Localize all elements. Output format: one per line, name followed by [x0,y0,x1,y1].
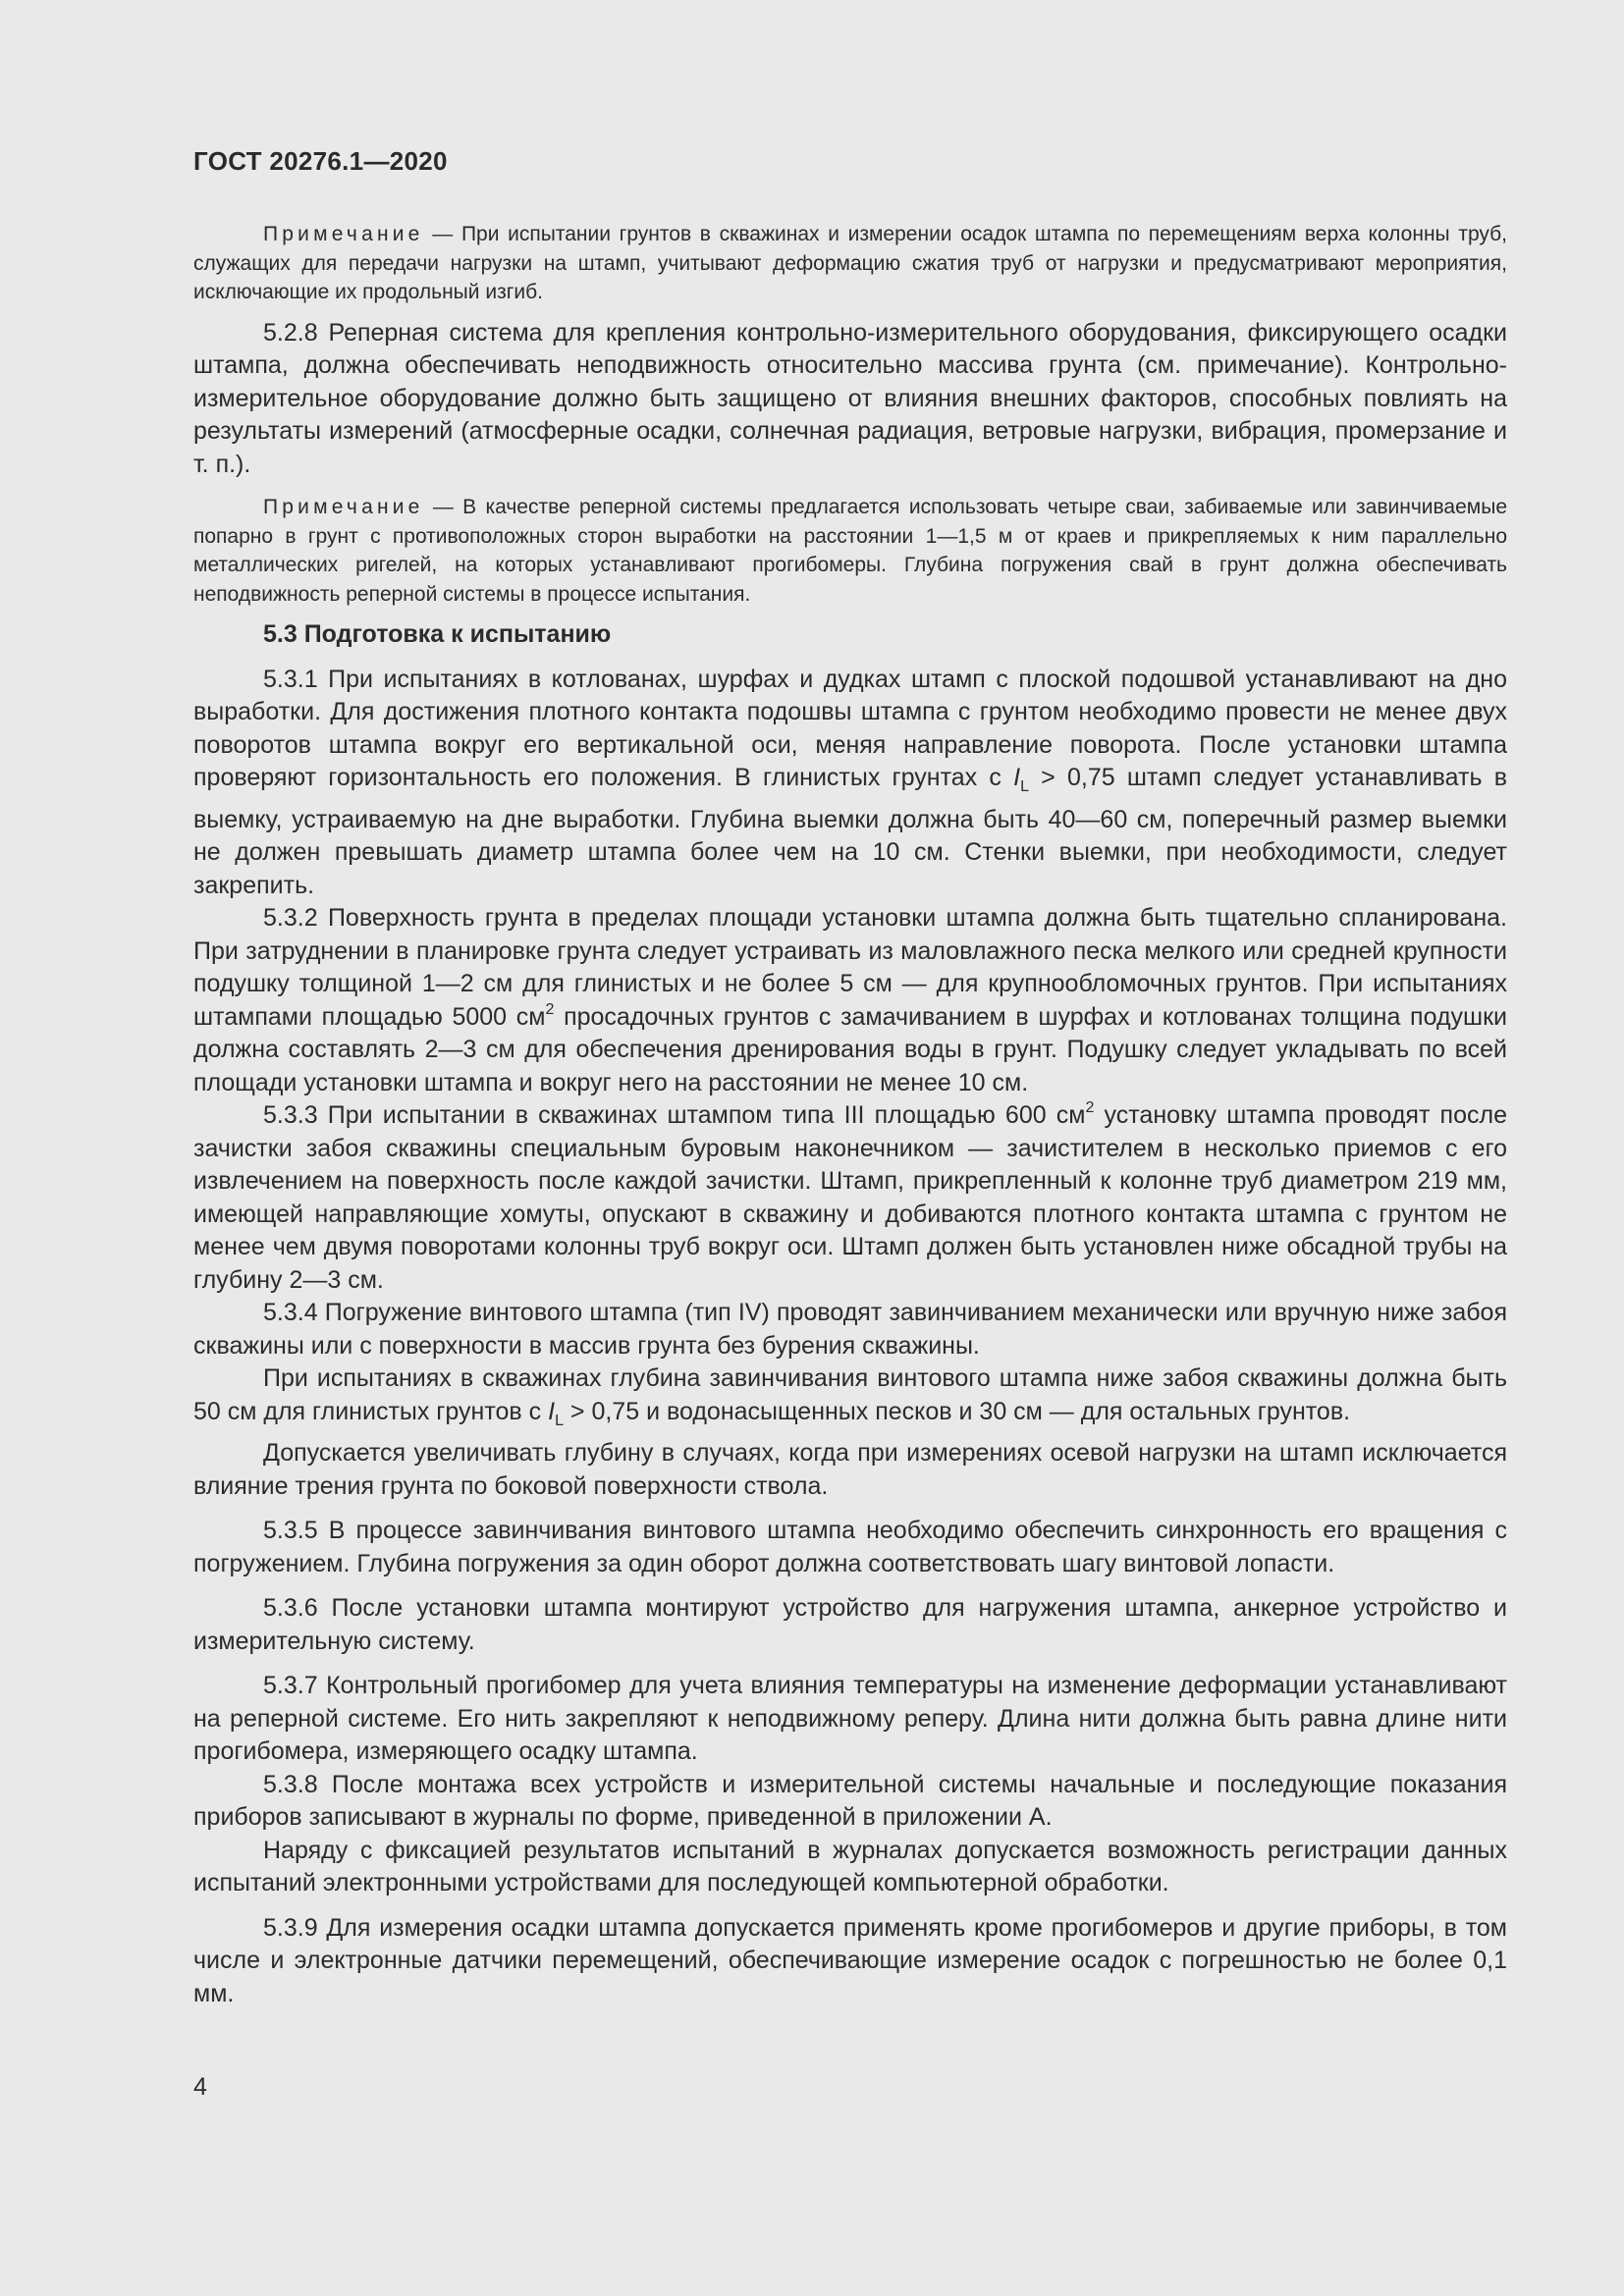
note-text: — При испытании грунтов в скважинах и измерении осадок штампа по перемещениям верха колонны труб, служащих для передачи нагрузки на штамп, учитывают деформацию сжатия труб от нагрузки и предусматривают мероприятия, исключающие их продольный изгиб. [193,223,1507,303]
page-number: 4 [193,2073,207,2101]
text-run: установку штампа проводят после зачистки забоя скважины специальным буровым наконечником — зачистителем в несколько приемов с его извлечением на поверхность после каждой зачистки. Штамп, прикрепленный к колонне труб диаметром 219 мм, имеющей направляющие хомуты, опускают в скважину и добиваются плотного контакта штампа с грунтом не менее чем двумя поворотами колонны труб вокруг оси. Штамп должен быть установлен ниже обсадной трубы на глубину 2—3 см. [193,1101,1507,1294]
paragraph-5-3-2 [193,902,1507,1099]
paragraph-5-3-1 [193,664,1507,903]
note-label: Примечание [263,223,424,245]
note-paragraph [193,220,1507,307]
note-paragraph [193,493,1507,609]
note-text: — В качестве реперной системы предлагается использовать четыре сваи, забиваемые или завинчиваемые попарно в грунт с противоположных сторон выработки на расстоянии 1—1,5 м от краев и прикрепляемых к ним параллельно металлических ригелей, на которых устанавливают прогибомеры. Глубина погружения свай в грунт должна обеспечивать неподвижность реперной системы в процессе испытания. [193,496,1507,606]
text-run: 5.3.2 Поверхность грунта в пределах площади установки штампа должна быть тщательно спланирована. При затруднении в планировке грунта следует устраивать из маловлажного песка мелкого или средней крупности подушку толщиной 1—2 см для глинистых и не более 5 см — для крупнообломочных грунтов. При испытаниях штампами площадью 5000 см [193,904,1507,1031]
document-body [193,220,1507,2010]
paragraph-5-3-7: 5.3.7 Контрольный прогибомер для учета влияния температуры на изменение деформации устанавливают на реперной системе. Его нить закрепляют к неподвижному реперу. Длина нити должна быть равна длине нити прогибомера, измеряющего осадку штампа. [193,1672,1507,1765]
text-run: 5.3.3 При испытании в скважинах штампом типа III площадью 600 см [263,1101,1086,1129]
text-run: > 0,75 и водонасыщенных песков и 30 см — для остальных грунтов. [563,1397,1351,1425]
symbol-il [548,1397,564,1429]
paragraph-5-3-4-depth [193,1362,1507,1437]
paragraph-5-3-8: 5.3.8 После монтажа всех устройств и измерительной системы начальные и последующие показания приборов записывают в журналы по форме, приведенной в приложении А. [193,1770,1507,1831]
symbol-il [1013,764,1029,795]
superscript: 2 [545,1000,555,1018]
paragraph-5-3-9: 5.3.9 Для измерения осадки штампа допускается применять кроме прогибомеров и другие приборы, в том числе и электронные датчики перемещений, обеспечивающие измерение осадок с погрешностью не более 0,1 мм. [193,1913,1507,2007]
text-run: > 0,75 штамп следует устанавливать в выемку, устраиваемую на дне выработки. Глубина выемки должна быть 40—60 см, поперечный размер выемки не должен превышать диаметр штампа более чем на 10 см. Стенки выемки, при необходимости, следует закрепить. [193,764,1507,899]
symbol-subscript: L [1020,778,1029,795]
symbol-subscript: L [555,1412,564,1429]
symbol-letter: I [1013,764,1021,791]
paragraph-5-3-5: 5.3.5 В процессе завинчивания винтового штампа необходимо обеспечить синхронность его вращения с погружением. Глубина погружения за один оборот должна соответствовать шагу винтовой лопасти. [193,1517,1507,1577]
section-heading-5-3: 5.3 Подготовка к испытанию [263,620,612,648]
document-header: ГОСТ 20276.1—2020 [193,146,448,176]
paragraph-5-3-8-electronic: Наряду с фиксацией результатов испытаний в журналах допускается возможность регистрации данных испытаний электронными устройствами для последующей компьютерной обработки. [193,1836,1507,1896]
paragraph-5-3-3 [193,1099,1507,1297]
note-label: Примечание [263,496,424,518]
symbol-letter: I [548,1397,556,1425]
superscript: 2 [1085,1099,1095,1116]
text-run: При испытаниях в скважинах глубина завинчивания винтового штампа ниже забоя скважины должна быть 50 см для глинистых грунтов с [193,1364,1507,1425]
text-run: просадочных грунтов с замачиванием в шурфах и котлованах толщина подушки должна составлять 2—3 см для обеспечения дренирования воды в грунт. Подушку следует укладывать по всей площади установки штампа и вокруг него на расстоянии не менее 10 см. [193,1002,1507,1096]
paragraph-5-3-6: 5.3.6 После установки штампа монтируют устройство для нагружения штампа, анкерное устройство и измерительную систему. [193,1594,1507,1655]
paragraph-5-3-4: 5.3.4 Погружение винтового штампа (тип IV) проводят завинчиванием механически или вручную ниже забоя скважины или с поверхности в массив грунта без бурения скважины. [193,1299,1507,1360]
paragraph-5-3-4-allowance: Допускается увеличивать глубину в случаях, когда при измерениях осевой нагрузки на штамп исключается влияние трения грунта по боковой поверхности ствола. [193,1439,1507,1500]
paragraph-5-2-8: 5.2.8 Реперная система для крепления контрольно-измерительного оборудования, фиксирующего осадки штампа, должна обеспечивать неподвижность относительно массива грунта (см. примечание). Контрольно-измерительное оборудование должно быть защищено от влияния внешних факторов, способных повлиять на результаты измерений (атмосферные осадки, солнечная радиация, ветровые нагрузки, вибрация, промерзание и т. п.). [193,318,1507,478]
text-run: 5.3.1 При испытаниях в котлованах, шурфах и дудках штамп с плоской подошвой устанавливают на дно выработки. Для достижения плотного контакта подошвы штампа с грунтом необходимо провести не менее двух поворотов штампа вокруг его вертикальной оси, меняя направление поворота. После установки штампа проверяют горизонтальность его положения. В глинистых грунтах с [193,665,1507,791]
